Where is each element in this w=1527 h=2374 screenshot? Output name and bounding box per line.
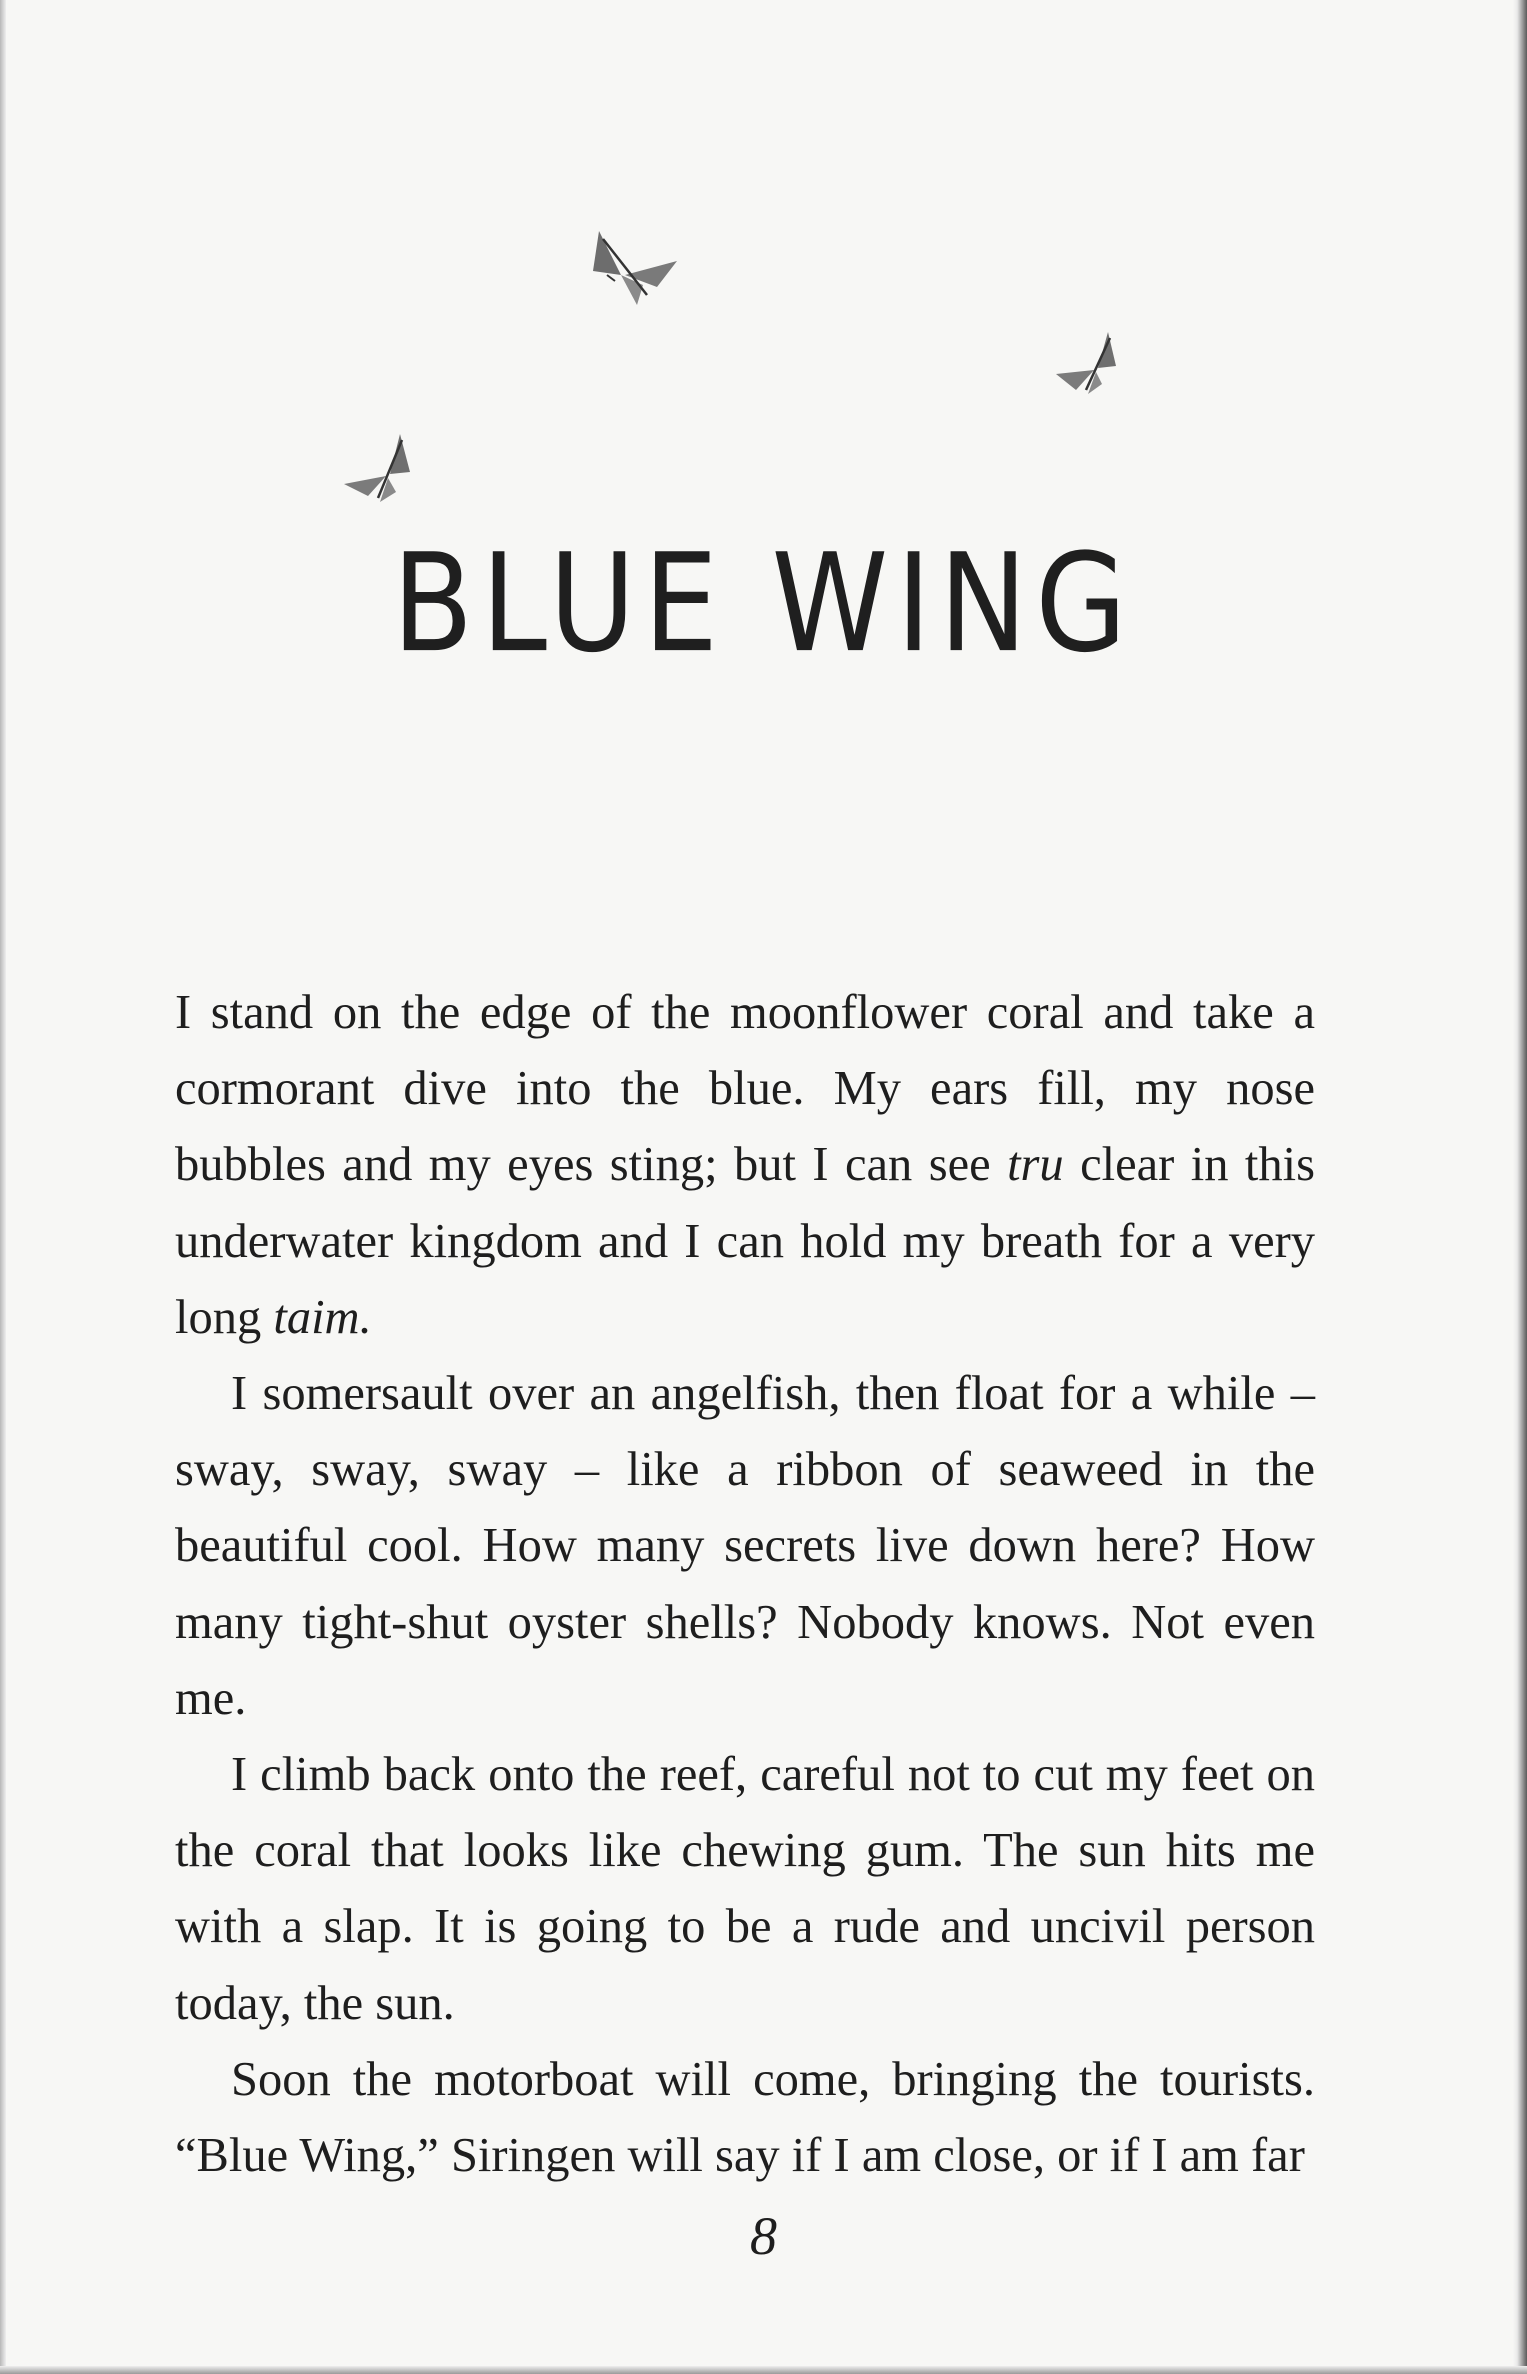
paragraph xyxy=(175,1737,1315,2042)
paragraph xyxy=(175,1356,1315,1737)
text-run: Soon the motorboat will come, bringing the tourists. “Blue Wing,” Siringen will say if I am close, or if I am far xyxy=(175,2052,1315,2183)
page-edge-bottom xyxy=(0,2366,1527,2374)
text-run: I climb back onto the reef, careful not to cut my feet on the coral that looks like chewing gum. The sun hits me with a slap. It is going to be a rude and uncivil person today, the sun. xyxy=(175,1748,1315,2030)
italic-text-run: tru xyxy=(1007,1138,1064,1192)
page-edge-right xyxy=(1513,0,1527,2374)
text-run: I somersault over an angelfish, then float for a while – sway, sway, sway – like a ribbon of seaweed in the beautiful cool. How many secrets live down here? How many tight-shut oyster shells? Nobody knows. Not even me. xyxy=(175,1367,1315,1725)
body-text xyxy=(175,975,1315,2194)
butterfly-icon xyxy=(1050,328,1130,398)
text-run: I stand on the edge of the moonflower coral and take a cormorant dive into the blue. My ears fill, my nose bubbles and my eyes sting; but I can see xyxy=(175,986,1315,1192)
page-number: 8 xyxy=(750,2206,777,2266)
butterfly-icon xyxy=(340,430,425,505)
chapter-title: BLUE WING xyxy=(392,523,1135,683)
page-edge-left xyxy=(0,0,6,2374)
italic-text-run: taim. xyxy=(273,1290,372,1344)
paragraph xyxy=(175,2042,1315,2194)
text-run: clear in this underwater kingdom and I can hold my breath for a very long xyxy=(175,1138,1315,1344)
butterfly-icon xyxy=(585,225,685,310)
paragraph xyxy=(175,975,1315,1356)
